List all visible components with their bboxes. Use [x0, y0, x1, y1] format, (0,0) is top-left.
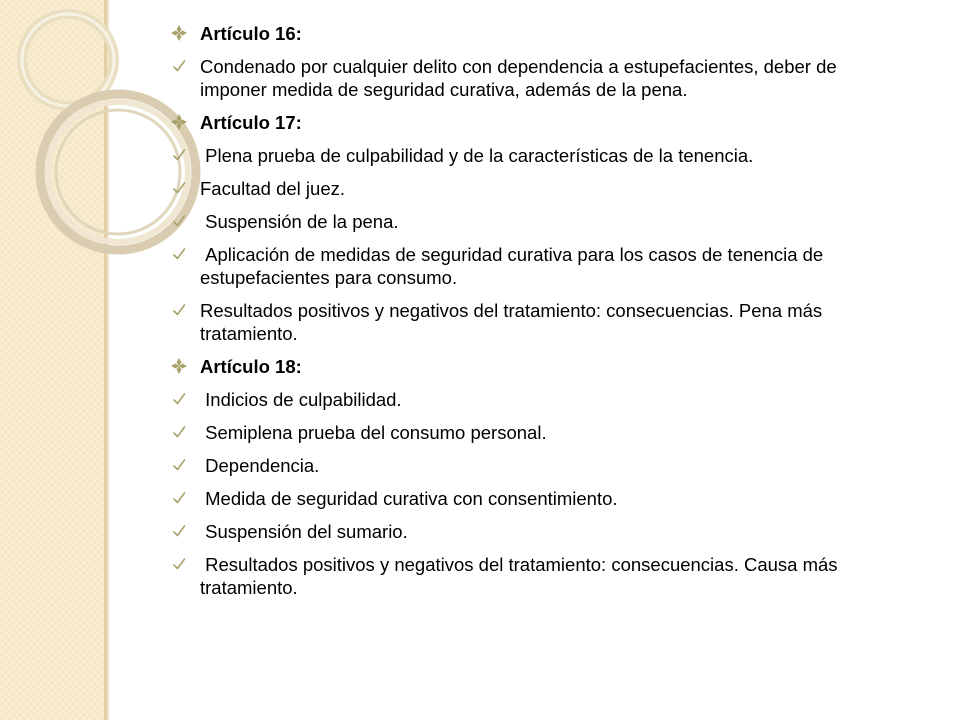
checkmark-icon — [170, 179, 188, 197]
item-text: Suspensión del sumario. — [200, 521, 408, 542]
item-text: Condenado por cualquier delito con dependencia a estupefacientes, deber de imponer medida de seguridad curativa, además de la pena. — [200, 56, 842, 100]
list-item — [170, 177, 870, 200]
item-text: Semiplena prueba del consumo personal. — [200, 422, 547, 443]
list-item — [170, 421, 870, 444]
checkmark-icon — [170, 57, 188, 75]
article-heading — [170, 111, 870, 134]
checkmark-icon — [170, 423, 188, 441]
item-text: Resultados positivos y negativos del tratamiento: consecuencias. Causa más tratamiento. — [200, 554, 843, 598]
item-text: Facultad del juez. — [200, 178, 346, 199]
checkmark-icon — [170, 522, 188, 540]
checkmark-icon — [170, 212, 188, 230]
list-item — [170, 454, 870, 477]
checkmark-icon — [170, 489, 188, 507]
list-item — [170, 55, 870, 101]
list-item — [170, 487, 870, 510]
article-heading — [170, 22, 870, 45]
diamond-icon — [170, 24, 188, 42]
list-item — [170, 243, 870, 289]
list-item — [170, 144, 870, 167]
decorative-rings — [0, 0, 140, 280]
bullet-list — [170, 22, 870, 609]
list-item — [170, 388, 870, 411]
checkmark-icon — [170, 301, 188, 319]
item-text: Dependencia. — [200, 455, 320, 476]
item-text: Aplicación de medidas de seguridad curativa para los casos de tenencia de estupefacientes para consumo. — [200, 244, 829, 288]
list-item — [170, 210, 870, 233]
heading-text: Artículo 16: — [200, 23, 302, 44]
item-text: Indicios de culpabilidad. — [200, 389, 402, 410]
article-heading — [170, 355, 870, 378]
heading-text: Artículo 17: — [200, 112, 302, 133]
item-text: Resultados positivos y negativos del tratamiento: consecuencias. Pena más tratamiento. — [200, 300, 828, 344]
item-text: Medida de seguridad curativa con consentimiento. — [200, 488, 618, 509]
diamond-icon — [170, 357, 188, 375]
checkmark-icon — [170, 456, 188, 474]
diamond-icon — [170, 113, 188, 131]
item-text: Suspensión de la pena. — [200, 211, 399, 232]
list-item — [170, 299, 870, 345]
checkmark-icon — [170, 146, 188, 164]
list-item — [170, 553, 870, 599]
checkmark-icon — [170, 555, 188, 573]
checkmark-icon — [170, 390, 188, 408]
heading-text: Artículo 18: — [200, 356, 302, 377]
item-text: Plena prueba de culpabilidad y de la características de la tenencia. — [200, 145, 754, 166]
list-item — [170, 520, 870, 543]
checkmark-icon — [170, 245, 188, 263]
